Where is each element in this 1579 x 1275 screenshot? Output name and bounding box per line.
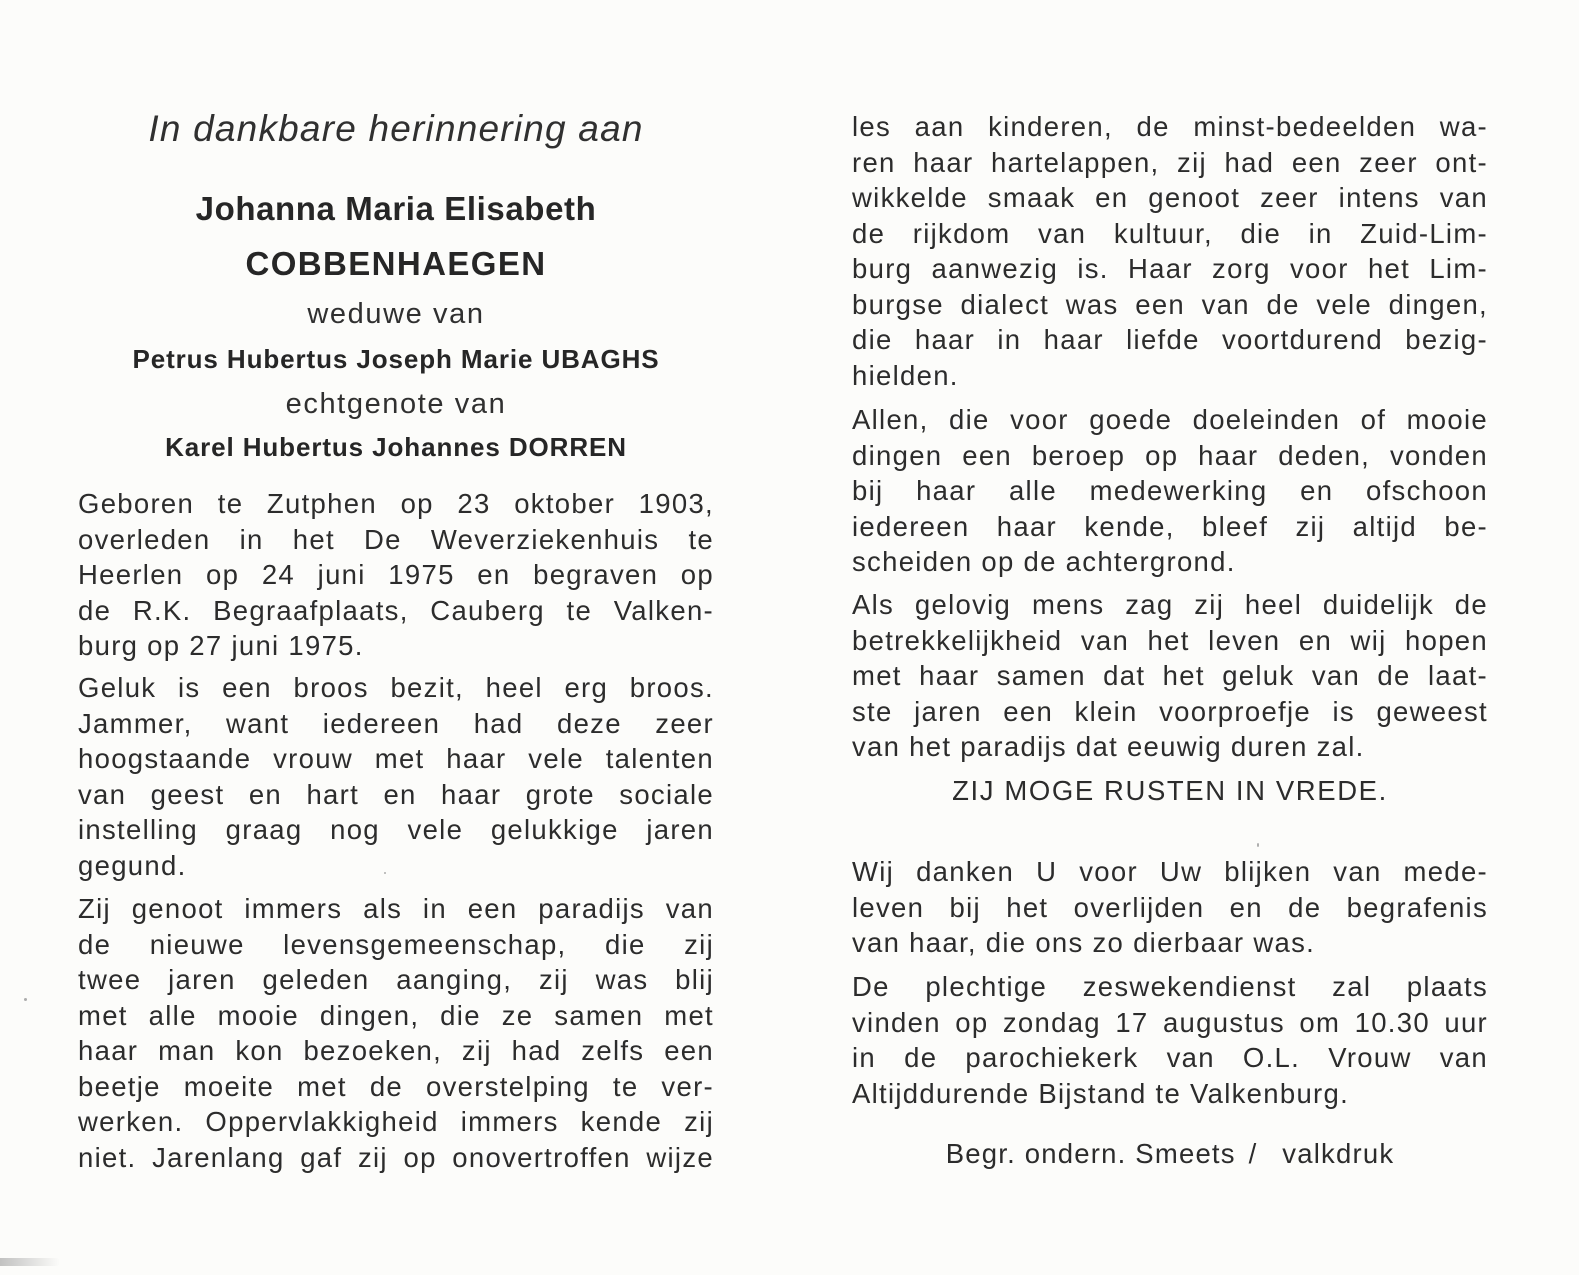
paper-speck: [1257, 843, 1259, 847]
printer-name: valkdruk: [1282, 1138, 1395, 1169]
text-line: werken. Oppervlakkigheid immers kende zij: [78, 1106, 714, 1137]
text-line: van geest en hart en haar grote sociale: [78, 778, 714, 810]
lessons-paragraph: [852, 109, 1488, 393]
text-line: overleden in het De Weverziekenhuis te: [78, 523, 714, 555]
text-line: Geluk is een broos bezit, heel erg broos.: [78, 672, 714, 703]
text-line: gegund.: [78, 849, 187, 881]
second-spouse-name: Karel Hubertus Johannes DORREN: [165, 432, 627, 462]
text-line: met alle mooie dingen, die ze samen met: [78, 999, 714, 1031]
printer-credit: [852, 1138, 1488, 1170]
credit-separator: /: [1248, 1138, 1258, 1169]
text-line: van haar, die ons zo dierbaar was.: [852, 927, 1316, 958]
paper-speck: [24, 998, 27, 1001]
text-line: burg op 27 juni 1975.: [78, 630, 364, 661]
undertaker-name: Begr. ondern. Smeets: [945, 1138, 1236, 1169]
born-paragraph: [78, 486, 714, 664]
faith-paragraph: [852, 587, 1488, 765]
text-line: scheiden op de achtergrond.: [852, 546, 1236, 577]
text-line: bij haar alle medewerking en ofschoon: [852, 475, 1488, 506]
text-line: hoogstaande vrouw met haar vele talenten: [78, 743, 714, 774]
text-line: iedereen haar kende, bleef zij altijd be-: [852, 510, 1488, 542]
intro-heading: In dankbare herinnering aan: [148, 108, 644, 149]
thanks-paragraph: [852, 854, 1488, 961]
text-line: Als gelovig mens zag zij heel duidelijk de: [852, 589, 1488, 620]
text-line: haar man kon bezoeken, zij had zelfs een: [78, 1035, 714, 1066]
first-spouse-name: Petrus Hubertus Joseph Marie UBAGHS: [132, 344, 660, 374]
text-line: twee jaren geleden aanging, zij was blij: [78, 964, 714, 995]
text-line: leven bij het overlijden en de begrafenis: [852, 891, 1488, 923]
deceased-surname: COBBENHAEGEN: [245, 245, 547, 282]
rest-in-peace-line: ZIJ MOGE RUSTEN IN VREDE.: [952, 775, 1388, 806]
text-line: Altijddurende Bijstand te Valkenburg.: [852, 1077, 1350, 1109]
allen-paragraph: [852, 402, 1488, 580]
text-line: burg aanwezig is. Haar zorg voor het Lim-: [852, 253, 1488, 284]
text-line: instelling graag nog vele gelukkige jaren: [78, 814, 714, 845]
text-line: beetje moeite met de overstelping te ver-: [78, 1070, 714, 1102]
text-line: de nieuwe levensgemeenschap, die zij: [78, 928, 714, 960]
relation-spouse-of: echtgenote van: [285, 388, 507, 420]
text-line: burgse dialect was een van de vele dingen,: [852, 288, 1488, 320]
geluk-paragraph: [78, 670, 714, 883]
text-line: de R.K. Begraafplaats, Cauberg te Valken-: [78, 594, 714, 626]
paper-edge-mark: [0, 1258, 60, 1266]
relation-widow-of: weduwe van: [307, 298, 485, 330]
text-line: Jammer, want iedereen had deze zeer: [78, 707, 714, 739]
text-line: De plechtige zeswekendienst zal plaats: [852, 971, 1488, 1002]
text-line: Allen, die voor goede doeleinden of mooie: [852, 404, 1488, 435]
text-line: in de parochiekerk van O.L. Vrouw van: [852, 1042, 1488, 1073]
text-line: betrekkelijkheid van het leven en wij hopen: [852, 624, 1488, 656]
text-line: vinden op zondag 17 augustus om 10.30 uur: [852, 1006, 1488, 1038]
text-line: Zij genoot immers als in een paradijs van: [78, 893, 714, 924]
text-line: Wij danken U voor Uw blijken van mede-: [852, 856, 1488, 887]
text-line: van het paradijs dat eeuwig duren zal.: [852, 731, 1365, 762]
text-line: Heerlen op 24 juni 1975 en begraven op: [78, 559, 714, 590]
text-line: met haar samen dat het geluk van de laat-: [852, 660, 1488, 691]
zij-paragraph: [78, 891, 714, 1175]
text-line: wikkelde smaak en genoot zeer intens van: [852, 182, 1488, 213]
service-paragraph: [852, 969, 1488, 1111]
text-line: hielden.: [852, 359, 959, 391]
text-line: les aan kinderen, de minst-bedeelden wa-: [852, 111, 1488, 142]
text-line: die haar in haar liefde voortdurend bezig-: [852, 324, 1488, 355]
text-line: de rijkdom van kultuur, die in Zuid-Lim-: [852, 217, 1488, 249]
text-line: dingen een beroep op haar deden, vonden: [852, 439, 1488, 471]
text-line: ren haar hartelappen, zij had een zeer ont-: [852, 146, 1488, 178]
text-line: niet. Jarenlang gaf zij op onovertroffen wijze: [78, 1141, 714, 1173]
text-line: Geboren te Zutphen op 23 oktober 1903,: [78, 488, 714, 519]
deceased-given-names: Johanna Maria Elisabeth: [195, 190, 597, 227]
text-line: ste jaren een klein voorproefje is geweest: [852, 695, 1488, 727]
paper-speck: [384, 872, 386, 874]
